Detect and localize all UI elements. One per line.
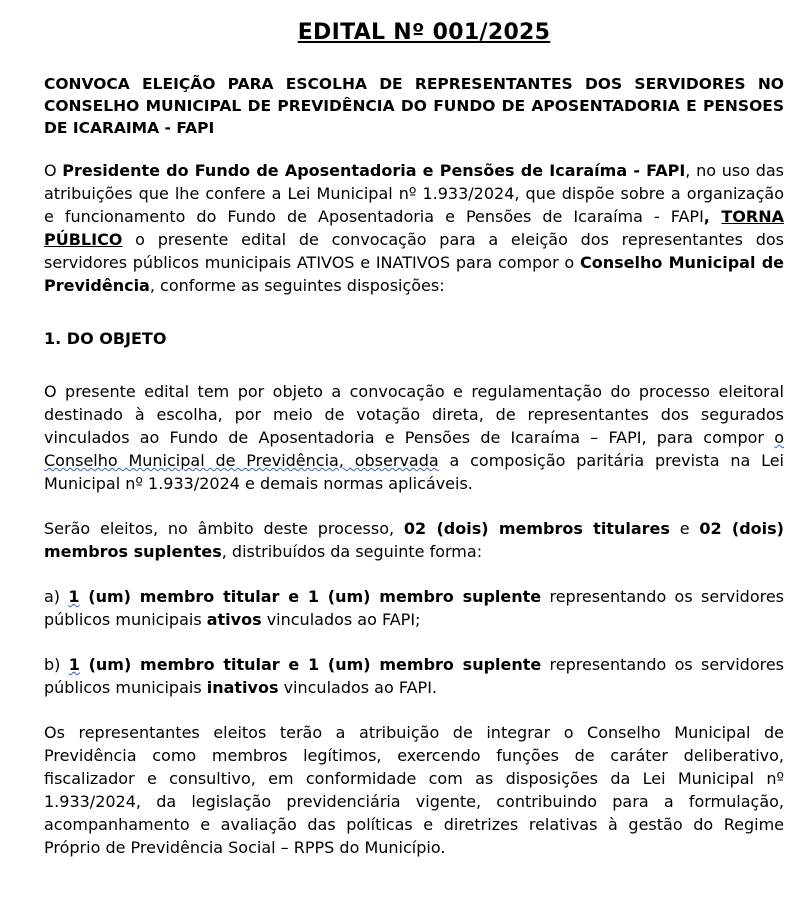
intro-text-2: , no uso das atribuições que lhe confere a Lei Municipal nº 1.933/2024, que dispõe sobre a organização e funcionamento do Fundo de Aposentadoria e Pensões de Icaraíma - FAPI	[44, 161, 784, 226]
item-b-paragraph	[44, 653, 784, 699]
eleitos-suplentes: 02 (dois) membros suplentes	[44, 519, 784, 561]
item-b-bold: (um) membro titular e 1 (um) membro suplente	[79, 655, 542, 674]
item-b-inativos: inativos	[206, 678, 279, 697]
item-a-text-2: vinculados ao FAPI;	[261, 610, 421, 629]
president-name: Presidente do Fundo de Aposentadoria e Pensões de Icaraíma - FAPI	[62, 161, 686, 180]
eleitos-text-2: e	[669, 519, 700, 538]
intro-text-4: , conforme as seguintes disposições:	[149, 276, 445, 295]
item-b-prefix: b)	[44, 655, 69, 674]
eleitos-text-3: , distribuídos da seguinte forma:	[221, 542, 483, 561]
item-b-num: 1	[68, 655, 80, 674]
item-a-paragraph	[44, 585, 784, 631]
item-b-text-1: representando os servidores públicos municipais	[44, 655, 785, 697]
item-b-text-2: vinculados ao FAPI.	[278, 678, 437, 697]
eleitos-text-1: Serão eleitos, no âmbito deste processo,	[44, 519, 404, 538]
item-a-num: 1	[68, 587, 80, 606]
objeto-text-1: O presente edital tem por objeto a convocação e regulamentação do processo eleitoral destinado à escolha, por meio de votação direta, de representantes dos segurados vinculados ao Fundo de Aposentadoria e Pensões de Icaraíma – FAPI, para compor	[44, 382, 784, 447]
objeto-paragraph	[44, 380, 784, 495]
atribuicao-paragraph: Os representantes eleitos terão a atribuição de integrar o Conselho Municipal de Previdência como membros legítimos, exercendo funções de caráter deliberativo, fiscalizador e consultivo, em conformidade com as disposições da Lei Municipal nº 1.933/2024, da legislação previdenciária vigente, contribuindo para a formulação, acompanhamento e avaliação das políticas e diretrizes relativas à gestão do Regime Próprio de Previdência Social – RPPS do Município.	[44, 723, 784, 857]
eleitos-paragraph	[44, 517, 784, 563]
item-a-prefix: a)	[44, 587, 69, 606]
item-a-ativos: ativos	[206, 610, 262, 629]
objeto-wavy-text: o Conselho Municipal de Previdência, observada	[44, 428, 784, 470]
section-heading-objeto: 1. DO OBJETO	[44, 329, 167, 348]
conselho-name: Conselho Municipal de Previdência	[44, 253, 785, 295]
item-a-bold: (um) membro titular e 1 (um) membro suplente	[79, 587, 542, 606]
intro-paragraph	[44, 159, 784, 297]
intro-comma: ,	[703, 207, 722, 226]
item-a-text-1: representando os servidores públicos municipais	[44, 587, 785, 629]
page-title: EDITAL Nº 001/2025	[297, 20, 551, 45]
eleitos-titulares: 02 (dois) membros titulares	[403, 519, 670, 538]
intro-text-1: O	[44, 161, 63, 180]
edital-subject: CONVOCA ELEIÇÃO PARA ESCOLHA DE REPRESENTANTES DOS SERVIDORES NO CONSELHO MUNICIPAL DE PREVIDÊNCIA DO FUNDO DE APOSENTADORIA E PENSOES DE ICARAIMA - FAPI	[44, 75, 784, 137]
torna-publico: TORNA PÚBLICO	[44, 207, 784, 249]
intro-text-3: o presente edital de convocação para a eleição dos representantes dos servidores públicos municipais ATIVOS e INATIVOS para compor o	[44, 230, 784, 272]
objeto-text-2: a composição paritária prevista na Lei Municipal nº 1.933/2024 e demais normas aplicáveis.	[44, 451, 785, 493]
